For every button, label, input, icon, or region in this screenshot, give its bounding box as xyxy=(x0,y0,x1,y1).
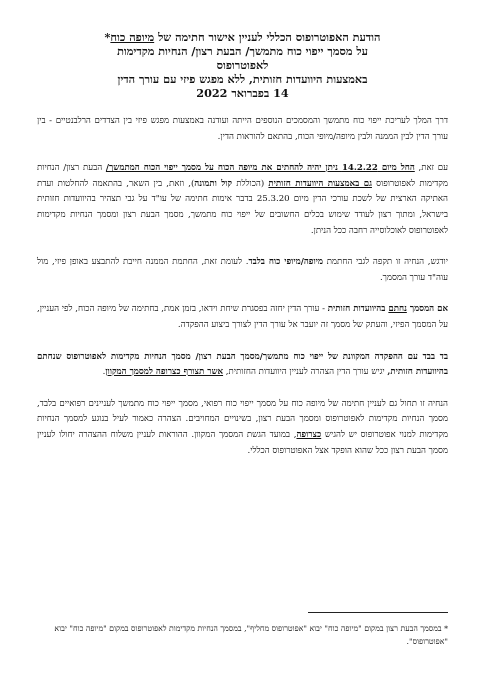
title-line-1: הודעת האפוטרופוס הכללי לעניין אישור חתימה של מיופה כוח* xyxy=(104,30,381,44)
paragraph-6: הנחיה זו תחול גם לעניין חתימה של מיופה כוח על מסמך ייפוי כוח רפואי, מסמך ייפוי כוח מתמשך לעניינים רפואיים בלבד, מסמך הנחיות מקדימות לאפוטרופוס ומסמך הבעת רצון, בשינויים המחויבים. הצהרה כאמור לעיל בנוגע למסמך הנחיות מקדימות למנוי אפוטרופוס יש להגיש כצרופה, במועד הגשת המסמך המקוון. ההוראות לעניין משלוח ההצהרה יחולו לעניין מסמך הבעת רצון ככל שהוא הופקד אצל האפוטרופוס הכללי. xyxy=(37,398,449,456)
title-line-4: באמצעות היוועדות חזותית, ללא מפגש פיזי עם עורך הדין xyxy=(117,72,368,86)
title-emphasis: מיופה כוח xyxy=(110,30,155,44)
footnote-divider xyxy=(308,612,448,613)
paragraph-2: עם זאת, החל מיום 14.2.22 ניתן יהיה להחתים את מיופה הכוח על מסמך ייפוי הכוח המתמשך/ הבעת רצון/ הנחיות מקדימות לאפוטרופוס גם באמצעות היוועדות חזותית (הכוללת קול ותמונה), וזאת, בין השאר, בהתאמה להחלטות ועדת האתיקה הארצית של לשכת עורכי הדין מיום 25.3.20 בדבר אימות חתימה של עו"ד על גבי תצהיר בהיוועדות חזותית בישראל, ומתוך רצון לעודד שימוש בכלים החשובים של ייפוי כוח מתמשך, מסמך הבעת רצון ומסמך הנחיות מקדימות לאפוטרופוס לאוכלוסייה רחבה ככל הניתן. xyxy=(37,163,448,236)
paragraph-5: בד בבד עם ההפקדה המקוונת של ייפוי כוח מתמשך/מסמך הבעת רצון/ מסמך הנחיות מקדימות לאפוטרופוס שנחתם בהיוועדות חזותית, יגיש עורך הדין הצהרה לעניין היוועדות החזותית, אשר תצורף כצרופה למסמך המקוון. xyxy=(37,351,448,378)
title-date: 14 בפברואר 2022 xyxy=(196,86,289,100)
title-line-3: לאפוטרופוס xyxy=(216,58,269,72)
paragraph-4: אם המסמך נחתם בהיוועדות חזותית - עורך הדין יחזה בפסגרת שיחת וידאו, בזמן אמת, בחתימה של מיופה הכוח, לפי העניין, על המסמך הפיזי, והעתק של מסמך זה יועבר אל עורך הדין לצורך ביצוע ההפקדה. xyxy=(37,304,448,330)
footnote: * במסמך הבעת רצון במקום "מיופה כוח" יבוא "אפוטרופוס מחליף", במסמך הנחיות מקדימות לאפוטרופוס במקום "מיופה כוח" יבוא "אפוטרופוס". xyxy=(54,624,448,646)
paragraph-3: יודגש, הנחיה זו תקפה לגבי החתמת מיופה/מיופי כוח בלבד. לעומת זאת, החתמת הממנה חייבת להתבצע באופן פיזי, מול עוה"ד עורך המסמך. xyxy=(37,257,449,283)
paragraph-1: דרך המלך לעריכת ייפוי כוח מתמשך והמסמכים הנוספים הייתה ועודנה באמצעות מפגש פיזי בין הצדדים הרלבנטיים - בין עורך הדין לבין הממנה ולבין מיופה/מיופי הכוח, בהתאם להוראות הדין. xyxy=(37,116,448,142)
document-title xyxy=(37,30,448,100)
title-line-2: על מסמך ייפוי כוח מתמשך/ הבעת רצון/ הנחיות מקדימות xyxy=(117,44,368,58)
